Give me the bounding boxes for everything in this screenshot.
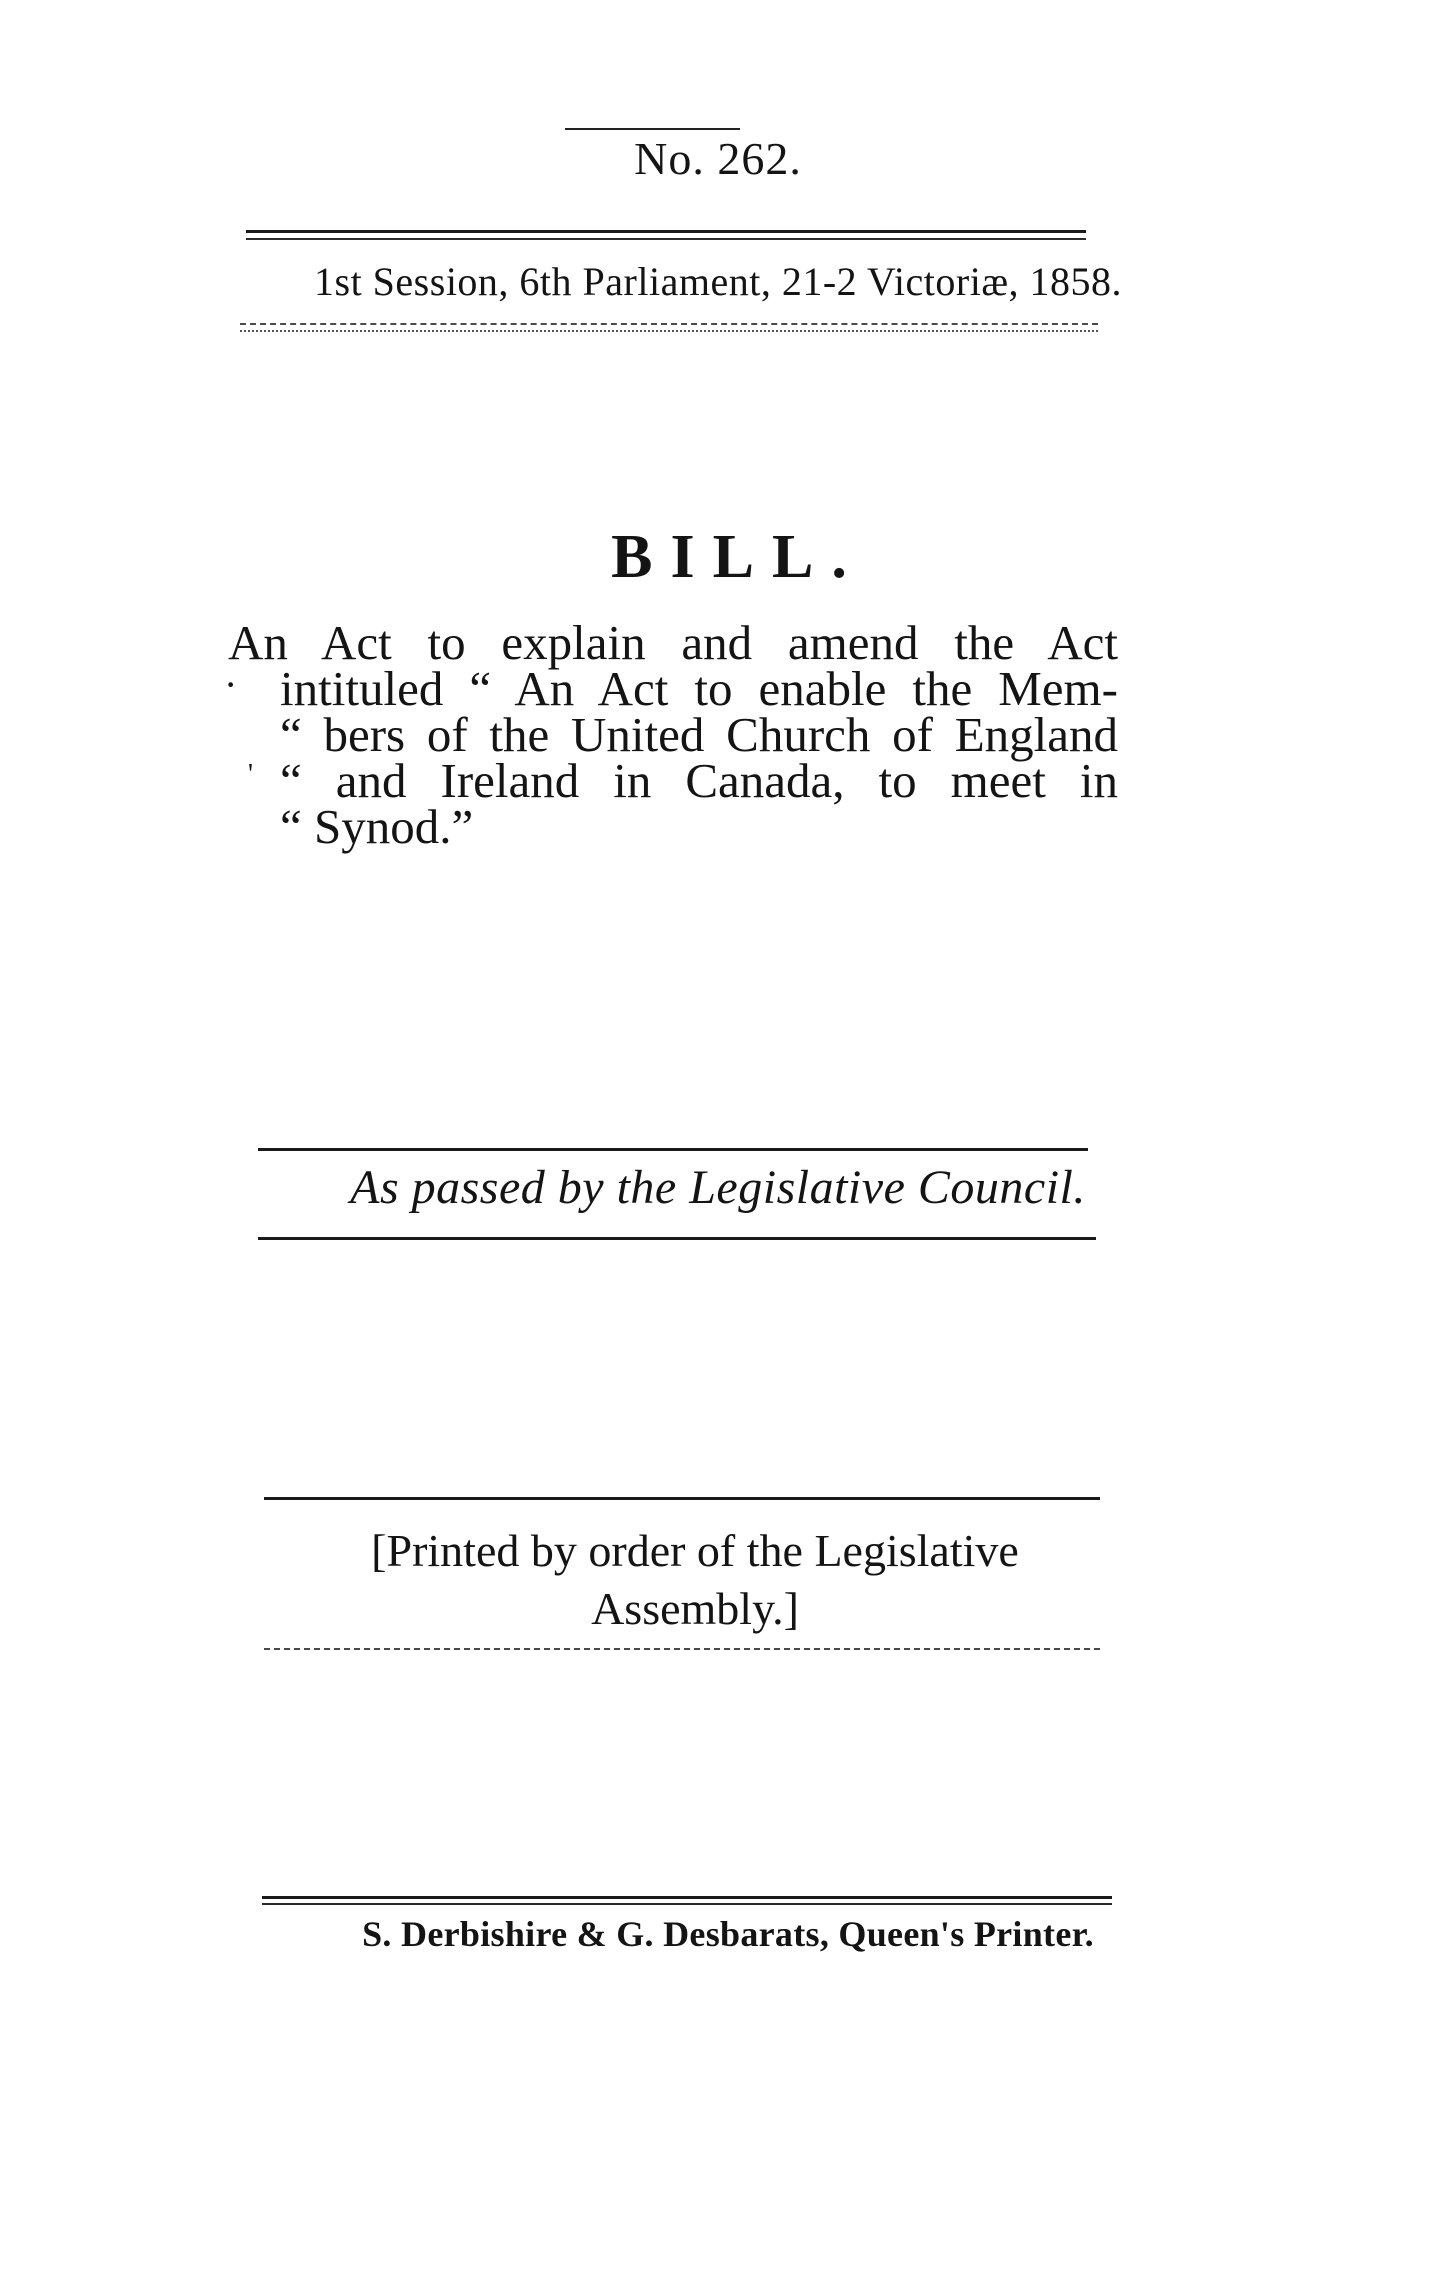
printed-rule-bottom [264,1648,1100,1650]
bill-heading: BILL. [611,523,865,591]
printed-by-line-1: [Printed by order of the Legislative [371,1525,1019,1576]
title-line-5 [228,799,1118,854]
passed-rule-bottom [258,1237,1096,1240]
session-underline-lower [240,330,1098,332]
session-underline-upper [240,323,1098,325]
passed-by-statement: As passed by the Legislative Council. [350,1161,1086,1214]
printed-by-order [280,1522,1110,1638]
title-line-4-text: “ and Ireland in Canada, to meet in [280,753,1118,808]
title-line-3 [228,707,1118,762]
session-line: 1st Session, 6th Parliament, 21-2 Victoriæ, 1858. [314,259,1122,304]
title-line-1-text: An Act to explain and amend the Act [228,615,1118,670]
title-line-3-text: “ bers of the United Church of England [280,707,1118,762]
printer-rule-upper [262,1896,1112,1899]
printed-rule-top [264,1497,1100,1500]
title-line-4 [228,753,1118,808]
margin-tick-mark: ' [248,759,254,790]
printer-rule-lower [262,1903,1112,1905]
title-line-1 [228,615,1118,670]
top-double-rule-lower [246,238,1086,240]
bill-title [224,615,1118,854]
title-line-5-text: “ Synod.” [280,799,474,854]
bill-number: No. 262. [634,133,802,184]
top-double-rule-upper [246,230,1086,233]
printer-imprint: S. Derbishire & G. Desbarats, Queen's Printer. [362,1914,1094,1954]
printed-by-line-2: Assembly.] [591,1583,799,1634]
margin-dot-mark: · [224,662,238,707]
title-line-2 [224,661,1118,716]
passed-rule-top [258,1148,1088,1151]
title-line-2-text: intituled “ An Act to enable the Mem- [280,661,1118,716]
number-overline [565,128,740,130]
